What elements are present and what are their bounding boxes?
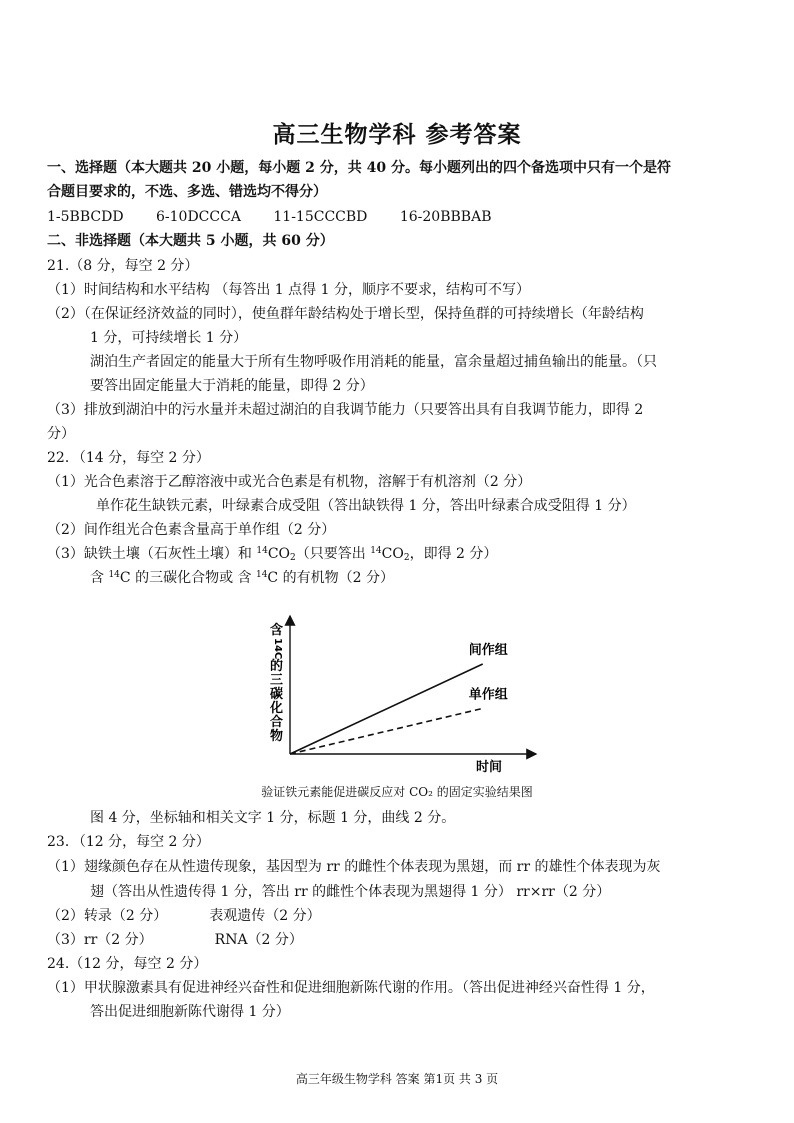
q21-header: 21.（8 分，每空 2 分）: [47, 258, 199, 274]
q21-line7: 分）: [47, 426, 75, 442]
y-label-char: 14C: [272, 638, 283, 660]
q22-grading-note: 图 4 分，坐标轴和相关文字 1 分，标题 1 分，曲线 2 分。: [90, 810, 456, 826]
q21-line3: 1 分，可持续增长 1 分）: [90, 330, 248, 346]
q22-line5-text-c: C 的有机物（2 分）: [267, 570, 394, 586]
q23-line3-part-a: （2）转录（2 分）: [47, 908, 168, 924]
q23-header: 23．（12 分，每空 2 分）: [47, 834, 210, 850]
isotope-superscript: 14: [256, 546, 268, 556]
q22-line4-text-a: （3）缺铁土壤（石灰性土壤）和: [47, 546, 257, 562]
subscript-2: 2: [403, 553, 410, 563]
chart-svg: [264, 612, 564, 782]
series-label-1: 单作组: [468, 687, 508, 703]
q22-line4-text-d: CO: [381, 546, 404, 562]
y-label-char: 含: [270, 623, 284, 638]
isotope-superscript: 14: [108, 570, 120, 580]
y-label-char: 合: [270, 715, 284, 730]
y-label-char: 化: [270, 701, 284, 716]
y-label-char: 的: [270, 659, 284, 674]
series-label-0: 间作组: [468, 643, 508, 658]
y-label-char: 物: [270, 729, 284, 744]
q24-header: 24.（12 分，每空 2 分）: [47, 956, 208, 972]
q24-line1: （1）甲状腺激素具有促进神经兴奋性和促进细胞新陈代谢的作用。（答出促进神经兴奋性得 1 分，: [47, 980, 655, 996]
chart-caption: 验证铁元素能促进碳反应对 CO₂ 的固定实验结果图: [261, 785, 533, 799]
q23-line1: （1）翅缘颜色存在从性遗传现象，基因型为 rr 的雌性个体表现为黑翅，而 rr 的雄性个体表现为灰: [47, 859, 661, 875]
q22-line5-text-b: C 的三碳化合物或 含: [119, 570, 256, 586]
q23-line2: 翅（答出从性遗传得 1 分，答出 rr 的雌性个体表现为黑翅得 1 分） rr×rr（2 分）: [90, 884, 611, 900]
subscript-2: 2: [290, 553, 296, 563]
y-label-char: 碳: [270, 687, 284, 702]
q24-line2: 答出促进细胞新陈代谢得 1 分）: [90, 1004, 290, 1020]
q23-line3: [47, 906, 747, 926]
choice-answers: [47, 207, 747, 227]
q22-line5-text-a: 含: [90, 570, 109, 586]
q22-header: 22．（14 分，每空 2 分）: [47, 450, 210, 466]
y-axis-label: [269, 622, 283, 744]
section1-heading-line2: 合题目要求的，不选、多选、错选均不得分）: [47, 184, 327, 200]
q22-line3: （2）间作组光合色素含量高于单作组（2 分）: [47, 522, 336, 538]
answer-group-2: 6-10DCCCA: [156, 209, 241, 225]
answer-group-3: 11-15CCCBD: [273, 209, 368, 225]
page-footer: 高三年级生物学科 答案 第1页 共 3 页: [295, 1072, 499, 1086]
series-line-1: [290, 708, 483, 754]
carbon-fixation-chart: [264, 612, 564, 782]
q23-line4-part-b: RNA（2 分）: [214, 932, 303, 948]
q22-line5: [90, 568, 790, 588]
section2-heading: 二、非选择题（本大题共 5 小题，共 60 分）: [47, 233, 334, 249]
q22-line4: [47, 544, 747, 564]
q22-line2: 单作花生缺铁元素，叶绿素合成受阻（答出缺铁得 1 分，答出叶绿素合成受阻得 1 分）: [96, 498, 636, 514]
isotope-superscript: 14: [370, 546, 382, 556]
q21-line2: （2）（在保证经济效益的同时），使鱼群年龄结构处于增长型，保持鱼群的可持续增长（年龄结构: [47, 306, 644, 322]
series-line-0: [290, 664, 483, 754]
answer-group-4: 16-20BBBAB: [399, 209, 492, 225]
q23-line4-part-a: （3）rr（2 分）: [47, 932, 153, 948]
q21-line6: （3）排放到湖泊中的污水量并未超过湖泊的自我调节能力（只要答出具有自我调节能力，即得 2: [47, 402, 644, 418]
q22-line4-text-e: ，即得 2 分）: [409, 546, 498, 562]
answer-group-1: 1-5BBCDD: [47, 209, 124, 225]
q22-line1: （1）光合色素溶于乙醇溶液中或光合色素是有机物，溶解于有机溶剂（2 分）: [47, 474, 532, 490]
q21-line4: 湖泊生产者固定的能量大于所有生物呼吸作用消耗的能量，富余量超过捕鱼输出的能量。（只: [90, 354, 657, 370]
q22-line4-text-b: CO: [267, 546, 291, 562]
q21-line5: 要答出固定能量大于消耗的能量，即得 2 分）: [90, 378, 374, 394]
x-axis-label: 时间: [476, 760, 503, 775]
section1-heading-line1: 一、选择题（本大题共 20 小题，每小题 2 分，共 40 分。每小题列出的四个备选项中只有一个是符: [47, 160, 671, 176]
page-title: 高三生物学科 参考答案: [272, 121, 522, 148]
q22-line4-text-c: （只要答出: [295, 546, 371, 562]
chart-series: [290, 642, 508, 754]
y-label-char: 三: [270, 673, 284, 688]
q23-line4: [47, 930, 747, 950]
isotope-superscript: 14: [255, 570, 268, 580]
q23-line3-part-b: 表观遗传（2 分）: [209, 908, 321, 924]
q21-line1: （1）时间结构和水平结构 （每答出 1 点得 1 分，顺序不要求，结构可不写）: [47, 282, 530, 298]
